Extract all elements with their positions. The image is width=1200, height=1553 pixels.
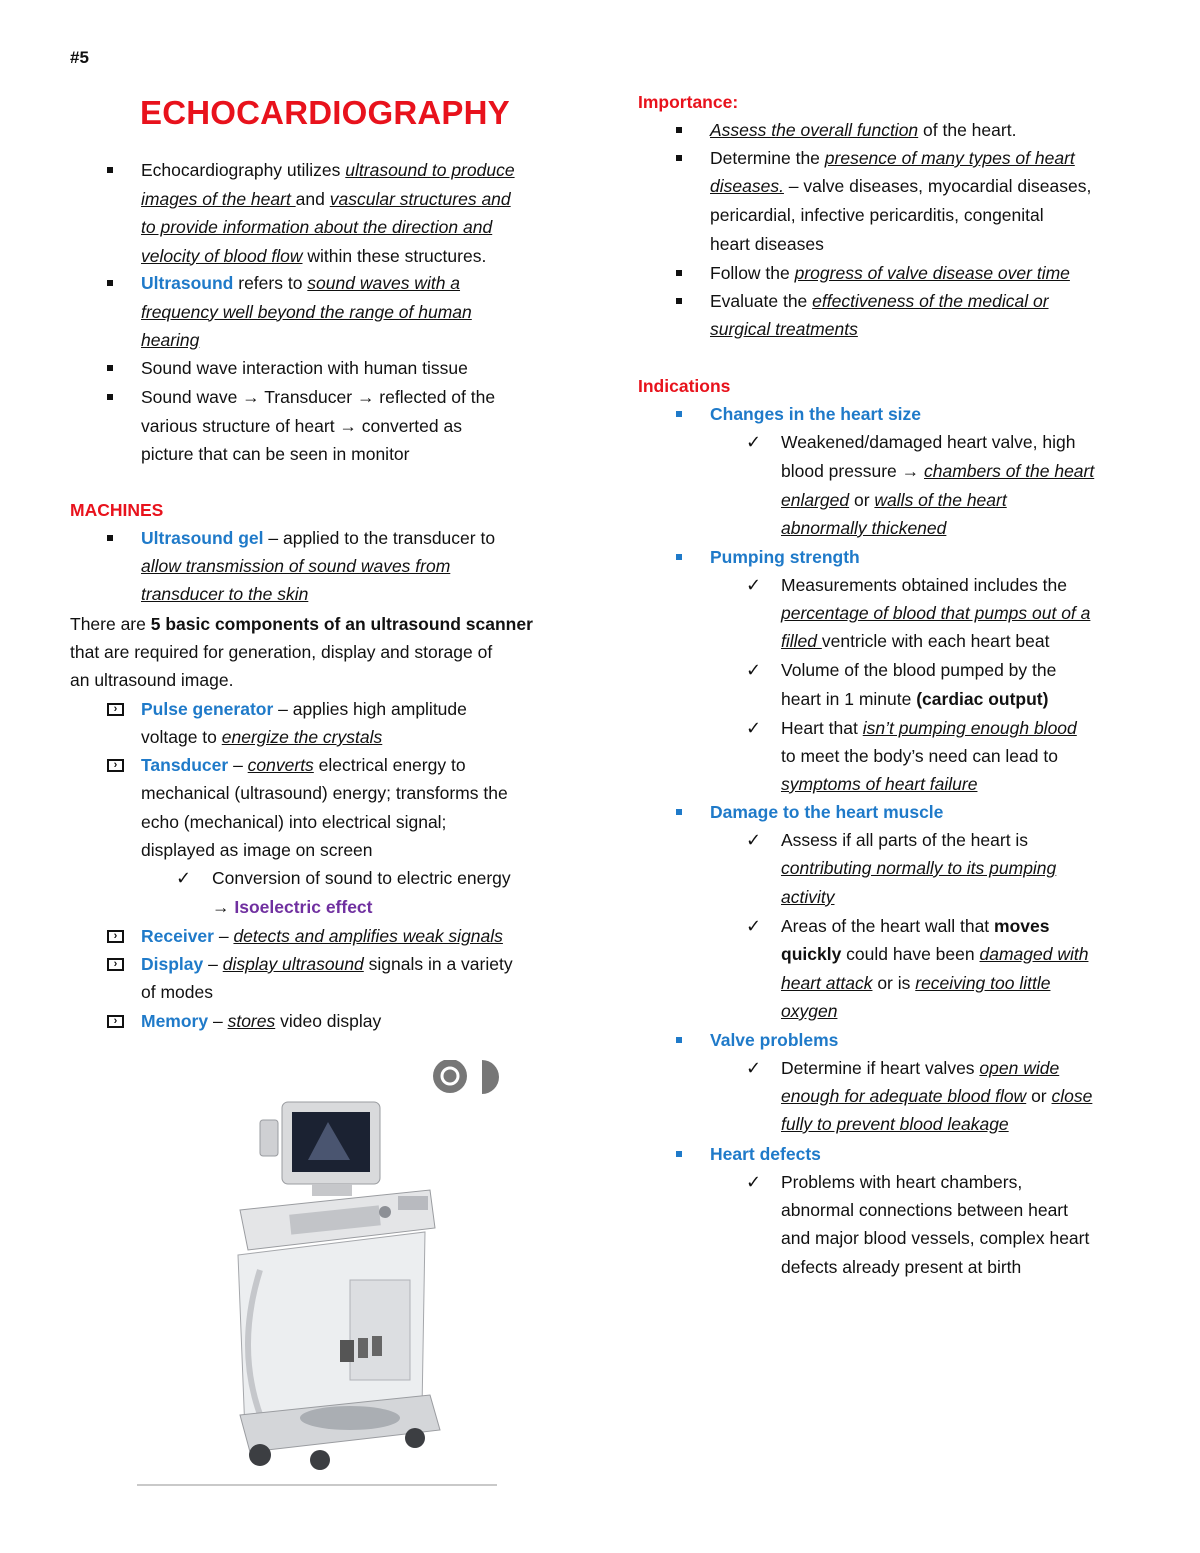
checkmark-icon: ✓ [176,868,192,888]
ind5-check-line-1: Problems with heart chambers, [781,1172,1023,1192]
ind1-check-line-4: abnormally thickened [781,518,947,538]
intro-text: Echocardiography utilizes [141,160,346,180]
ind3-moves: moves [994,916,1050,936]
ind4-check-line-2 [781,1082,1092,1110]
machines-heading: MACHINES [70,500,164,520]
intro-bullet-1-line-2 [141,185,511,213]
ind5-check-line-2: abnormal connections between heart [781,1200,1068,1220]
intro-bullet-1-line-4 [141,242,486,270]
page-number: #5 [70,48,89,67]
receiver-dash: – [213,926,234,946]
checkmark-icon: ✓ [746,916,762,936]
trans-line-3: echo (mechanical) into electrical signal; [141,812,447,832]
importance-item-2-line-3: pericardial, infective pericarditis, congenital [710,205,1044,225]
importance-item-2-line-4: heart diseases [710,234,824,254]
indication-heart-defects: Heart defects [710,1144,821,1164]
ind3-heart-attack: heart attack [781,973,873,993]
ind2-ventricle-text: ventricle with each heart beat [821,631,1050,651]
imp2-l2-text: – valve diseases, myocardial diseases, [783,176,1092,196]
pulse-text-2: voltage to [141,727,222,747]
trans-line-1 [141,751,466,779]
conversion-arrow: → [212,897,235,917]
pulse-label: Pulse generator [141,699,274,719]
ind1-l3-u2: walls of the heart [874,490,1007,510]
ind1-check-line-2 [781,457,1094,485]
checkmark-icon: ✓ [746,660,762,680]
memory-underlined: stores [227,1011,276,1031]
trans-underlined: converts [247,755,314,775]
display-text: signals in a variety [363,954,513,974]
pulse-underlined: energize the crystals [221,727,383,747]
ind3-check-2-line-1 [781,912,1050,940]
ind2-filled: filled [781,631,822,651]
ind3-check-1-line-3: activity [781,887,835,907]
trans-text: electrical energy to [313,755,466,775]
intro-bullet-2-line-2 [141,298,472,326]
ind1-l3-or: or [849,490,875,510]
components-text-a: There are [70,614,151,634]
square-bullet-icon [676,554,682,560]
ind4-check-line-1 [781,1054,1059,1082]
intro-bullet-4-line-3 [141,440,410,468]
partial-icon [482,1060,499,1094]
ind3-check-1-line-2: contributing normally to its pumping [781,858,1057,878]
square-bullet-icon [676,411,682,417]
intro-text: Sound wave interaction with human tissue [141,358,468,378]
ind2-check-2-line-2 [781,685,1048,713]
trans-dash: – [228,755,248,775]
components-line-3: an ultrasound image. [70,670,234,690]
receiver-label: Receiver [141,926,214,946]
ind3-check-2-line-4: oxygen [781,1001,838,1021]
importance-item-1 [710,116,1016,144]
trans-line-4: displayed as image on screen [141,840,373,860]
checkmark-icon: ✓ [746,1058,762,1078]
ind1-l2-underlined: chambers of the heart [924,461,1095,481]
imp1-text: of the heart. [918,120,1017,140]
isoelectric-effect: Isoelectric effect [234,897,373,917]
receiver-line [141,922,503,950]
square-bullet-icon [676,298,682,304]
display-underlined: display ultrasound [222,954,364,974]
imp3-underlined: progress of valve disease over time [794,263,1070,283]
intro-underlined: ultrasound to produce [345,160,515,180]
intro-bullet-2-line-1 [141,269,460,297]
ind5-check-line-3: and major blood vessels, complex heart [781,1228,1090,1248]
imp2-text: Determine the [710,148,825,168]
gel-text: – applied to the transducer to [263,528,496,548]
imp2-l2-underlined: diseases. [710,176,784,196]
pulse-text: – applies high amplitude [273,699,467,719]
ultrasound-machine-illustration [200,1060,500,1470]
ind2-check-1-line-2: percentage of blood that pumps out of a [781,603,1091,623]
ind1-l3-u1: enlarged [781,490,850,510]
indication-valve-problems: Valve problems [710,1030,839,1050]
intro-text: various structure of heart → converted as [141,415,462,436]
intro-underlined: images of the heart [141,188,296,209]
intro-bullet-3-line-1 [141,354,468,382]
imp4-underlined: effectiveness of the medical or [812,291,1049,311]
ind5-check-line-4: defects already present at birth [781,1257,1022,1277]
gel-label: Ultrasound gel [141,528,264,548]
square-bullet-icon [676,270,682,276]
square-bullet-icon [676,809,682,815]
indication-heart-size: Changes in the heart size [710,404,922,424]
display-label: Display [141,954,204,974]
ind3-c2-l2-text: could have been [841,944,980,964]
conversion-line-2 [212,893,373,921]
square-bullet-icon [107,394,113,400]
square-bullet-icon [107,280,113,286]
memory-dash: – [208,1011,228,1031]
intro-bullet-1-line-1 [141,156,515,184]
display-line-1 [141,950,513,978]
imp2-underlined: presence of many types of heart [824,148,1075,168]
importance-item-4 [710,287,1049,315]
square-bullet-icon [676,155,682,161]
ind2-c3-text: Heart that [781,718,863,738]
components-line-2: that are required for generation, display and storage of [70,642,493,662]
cardiac-output: (cardiac output) [916,689,1049,709]
ind2-check-2-line-1: Volume of the blood pumped by the [781,660,1057,680]
ind2-c3-underlined: isn’t pumping enough blood [862,718,1077,738]
ind3-damaged: damaged with [979,944,1089,964]
display-line-2: of modes [141,982,213,1002]
intro-text: within these structures. [302,245,487,266]
memory-line [141,1007,381,1035]
imp4-text: Evaluate the [710,291,813,311]
intro-underlined: vascular structures and [329,188,511,209]
ind3-or: or is [872,973,916,993]
ind2-check-3-line-1 [781,714,1077,742]
imp1-underlined: Assess the overall function [710,120,919,140]
intro-text: Sound wave → Transducer → reflected of the [141,387,496,407]
boxed-arrow-icon: › [107,1015,124,1028]
gel-line-2: allow transmission of sound waves from [141,556,451,576]
boxed-arrow-icon: › [107,703,124,716]
ind2-check-3-line-3: symptoms of heart failure [781,774,978,794]
square-bullet-icon [107,365,113,371]
ind2-check-1-line-1: Measurements obtained includes the [781,575,1068,595]
gel-line-3: transducer to the skin [141,584,309,604]
indication-pumping-strength: Pumping strength [710,547,860,567]
ind3-check-1-line-1: Assess if all parts of the heart is [781,830,1029,850]
checkmark-icon: ✓ [746,718,762,738]
ind1-l2-text: blood pressure → [781,461,924,481]
ind2-check-1-line-3 [781,627,1050,655]
trans-label: Tansducer [141,755,229,775]
intro-text: and [295,188,330,209]
imp3-text: Follow the [710,263,795,283]
boxed-arrow-icon: › [107,958,124,971]
settings-icon [433,1060,467,1093]
ind4-close: close [1051,1086,1093,1106]
ind3-check-2-line-3 [781,969,1050,997]
ind4-open-wide: open wide [979,1058,1060,1078]
pulse-line-1 [141,695,467,723]
ind2-check-3-line-2: to meet the body’s need can lead to [781,746,1058,766]
importance-item-3 [710,259,1070,287]
divider-line [137,1484,497,1486]
importance-item-4-line-2: surgical treatments [710,319,858,339]
intro-underlined: sound waves with a [307,273,461,293]
intro-underlined: hearing [141,330,200,350]
ind3-quickly: quickly [781,944,842,964]
intro-underlined: velocity of blood flow [141,245,303,266]
conversion-line-1: Conversion of sound to electric energy [212,868,511,888]
ind4-text: Determine if heart valves [781,1058,980,1078]
importance-item-2-line-2 [710,172,1091,200]
ind1-check-line-3 [781,486,1007,514]
intro-underlined: frequency well beyond the range of human [141,301,472,322]
ind4-adequate: enough for adequate blood flow [781,1086,1027,1106]
importance-item-2 [710,144,1075,172]
page-title: ECHOCARDIOGRAPHY [140,94,510,131]
indication-heart-muscle: Damage to the heart muscle [710,802,944,822]
intro-text: refers to [233,273,308,293]
intro-bullet-1-line-3 [141,213,492,241]
square-bullet-icon [676,1037,682,1043]
indications-heading: Indications [638,376,731,396]
intro-term: Ultrasound [141,273,234,293]
importance-heading: Importance: [638,92,739,112]
square-bullet-icon [107,535,113,541]
pulse-line-2 [141,723,382,751]
square-bullet-icon [107,167,113,173]
memory-text: video display [275,1011,382,1031]
intro-bullet-4-line-1 [141,383,495,411]
intro-bullet-2-line-3 [141,326,199,354]
ind1-check-line-1: Weakened/damaged heart valve, high [781,432,1076,452]
memory-label: Memory [141,1011,209,1031]
checkmark-icon: ✓ [746,830,762,850]
square-bullet-icon [676,1151,682,1157]
checkmark-icon: ✓ [746,1172,762,1192]
receiver-underlined: detects and amplifies weak signals [233,926,503,946]
ind3-check-2-line-2 [781,940,1088,968]
intro-bullet-4-line-2 [141,412,462,440]
ind4-check-line-3: fully to prevent blood leakage [781,1114,1009,1134]
ind4-or: or [1026,1086,1052,1106]
components-text-b: 5 basic components of an ultrasound scanner [150,614,533,634]
display-dash: – [203,954,223,974]
boxed-arrow-icon: › [107,930,124,943]
gel-line-1 [141,524,495,552]
square-bullet-icon [676,127,682,133]
trans-line-2: mechanical (ultrasound) energy; transforms the [141,783,508,803]
ind2-c2-text: heart in 1 minute [781,689,917,709]
intro-underlined: to provide information about the direction and [141,217,493,237]
boxed-arrow-icon: › [107,759,124,772]
checkmark-icon: ✓ [746,432,762,452]
components-line-1 [70,610,533,638]
ind3-too-little: receiving too little [915,973,1051,993]
intro-text: picture that can be seen in monitor [141,444,410,464]
ind3-c2-text: Areas of the heart wall that [781,916,995,936]
checkmark-icon: ✓ [746,575,762,595]
